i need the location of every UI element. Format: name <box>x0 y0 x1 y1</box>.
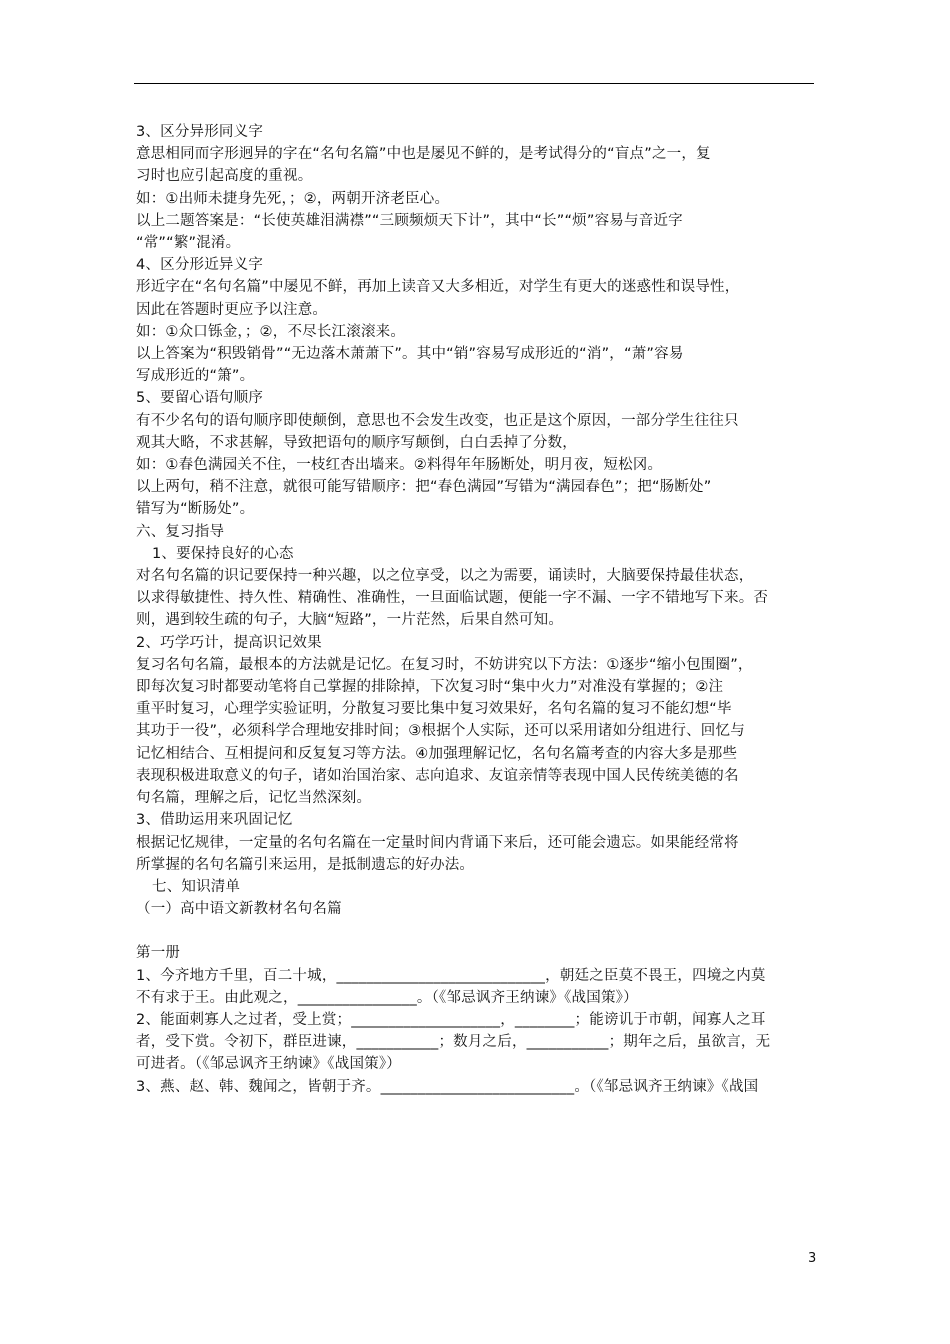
paragraph-line: “常”“繁”混淆。 <box>136 235 241 252</box>
paragraph-line: 表现积极进取意义的句子，诸如治国治家、志向追求、友谊亲情等表现中国人民传统美德的名 <box>136 767 739 784</box>
subsection-heading: （一）高中语文新教材名句名篇 <box>136 901 342 918</box>
paragraph-line: 其功于一役”，必须科学合理地安排时间；③根据个人实际，还可以采用诸如分组进行、回忆与 <box>136 723 745 740</box>
paragraph-line: 因此在答题时更应予以注意。 <box>136 301 328 318</box>
paragraph-line: 以求得敏捷性、持久性、精确性、准确性，一旦面临试题，便能一字不漏、一字不错地写下来。否 <box>136 590 769 607</box>
paragraph-line: 形近字在“名句名篇”中屡见不鲜，再加上读音又大多相近，对学生有更大的迷惑性和误导性， <box>136 279 740 296</box>
paragraph-line: 错写为“断肠处”。 <box>136 501 255 518</box>
section-heading-6: 六、复习指导 <box>136 523 225 540</box>
paragraph-line: 根据记忆规律，一定量的名句名篇在一定量时间内背诵下来后，还可能会遗忘。如果能经常将 <box>136 834 739 851</box>
subheading-2: 2、巧学巧计，提高识记效果 <box>136 634 322 651</box>
exercise-line: 者，受下赏。令初下，群臣进谏，___________；数月之后，___________；期年之后，虽欲言，无 <box>136 1034 771 1051</box>
paragraph-line: 以上答案为“积毁销骨”“无边落木萧萧下”。其中“销”容易写成形近的“消”，“萧”容易 <box>136 346 684 363</box>
paragraph-line: 习时也应引起高度的重视。 <box>136 168 313 185</box>
paragraph-line: 所掌握的名句名篇引来运用，是抵制遗忘的好办法。 <box>136 856 475 873</box>
blank-line <box>136 920 826 942</box>
paragraph-line: 即每次复习时都要动笔将自己掌握的排除掉，下次复习时“集中火力”对准没有掌握的；②注 <box>136 679 724 696</box>
paragraph-line: 以上二题答案是：“长使英雄泪满襟”“三顾频烦天下计”，其中“长”“烦”容易与音近字 <box>136 212 683 229</box>
paragraph-line: 意思相同而字形迥异的字在“名句名篇”中也是屡见不鲜的，是考试得分的“盲点”之一，复 <box>136 146 711 163</box>
paragraph-line: 则，遇到较生疏的句子，大脑“短路”，一片茫然，后果自然可知。 <box>136 612 564 629</box>
header-rule <box>134 83 814 84</box>
paragraph-line: 有不少名句的语句顺序即使颠倒，意思也不会发生改变，也正是这个原因，一部分学生往往只 <box>136 412 739 429</box>
paragraph-line: 以上两句，稍不注意，就很可能写错顺序：把“春色满园”写错为“满园春色”；把“肠断处” <box>136 479 712 496</box>
paragraph-line: 写成形近的“箫”。 <box>136 368 255 385</box>
paragraph-line: 句名篇，理解之后，记忆当然深刻。 <box>136 790 372 807</box>
exercise-line: 不有求于王。由此观之，________________。（《邹忌讽齐王纳谏》《战国策》） <box>136 989 638 1006</box>
paragraph-line: 对名句名篇的识记要保持一种兴趣，以之位享受，以之为需要，诵读时，大脑要保持最佳状态， <box>136 568 754 585</box>
paragraph-line: 复习名句名篇，最根本的方法就是记忆。在复习时，不妨讲究以下方法：①逐步“缩小包围圈”， <box>136 656 753 673</box>
heading-4: 4、区分形近异义字 <box>136 257 264 274</box>
subheading-1: 1、要保持良好的心态 <box>152 545 294 562</box>
paragraph-line: 重平时复习，心理学实验证明，分散复习要比集中复习效果好，名句名篇的复习不能幻想“毕 <box>136 701 732 718</box>
exercise-line: 可进者。（《邹忌讽齐王纳谏》《战国策》） <box>136 1056 401 1073</box>
body-text <box>136 121 826 1098</box>
page-number: 3 <box>808 1251 817 1266</box>
heading-3: 3、区分异形同义字 <box>136 124 264 140</box>
volume-heading: 第一册 <box>136 945 181 962</box>
paragraph-line: 如：①春色满园关不住，一枝红杏出墙来。②料得年年肠断处，明月夜，短松冈。 <box>136 457 663 474</box>
exercise-line: 1、今齐地方千里，百二十城，____________________________，朝廷之臣莫不畏王，四境之内莫 <box>136 967 766 984</box>
paragraph-line: 记忆相结合、互相提问和反复复习等方法。④加强理解记忆，名句名篇考查的内容大多是那些 <box>136 745 738 762</box>
paragraph-line: 如：①众口铄金，；②，不尽长江滚滚来。 <box>136 323 406 340</box>
exercise-line: 3、燕、赵、韩、魏闻之，皆朝于齐。__________________________。（《邹忌讽齐王纳谏》《战国 <box>136 1078 759 1095</box>
paragraph-line: 如：①出师未捷身先死，；②，两朝开济老臣心。 <box>136 190 450 207</box>
heading-5: 5、要留心语句顺序 <box>136 390 264 407</box>
paragraph-line: 观其大略，不求甚解，导致把语句的顺序写颠倒，白白丢掉了分数， <box>136 434 577 451</box>
section-heading-7: 七、知识清单 <box>152 878 241 895</box>
exercise-line: 2、能面刺寡人之过者，受上赏；____________________，________；能谤讥于市朝，闻寡人之耳 <box>136 1011 766 1028</box>
subheading-3: 3、借助运用来巩固记忆 <box>136 812 293 829</box>
